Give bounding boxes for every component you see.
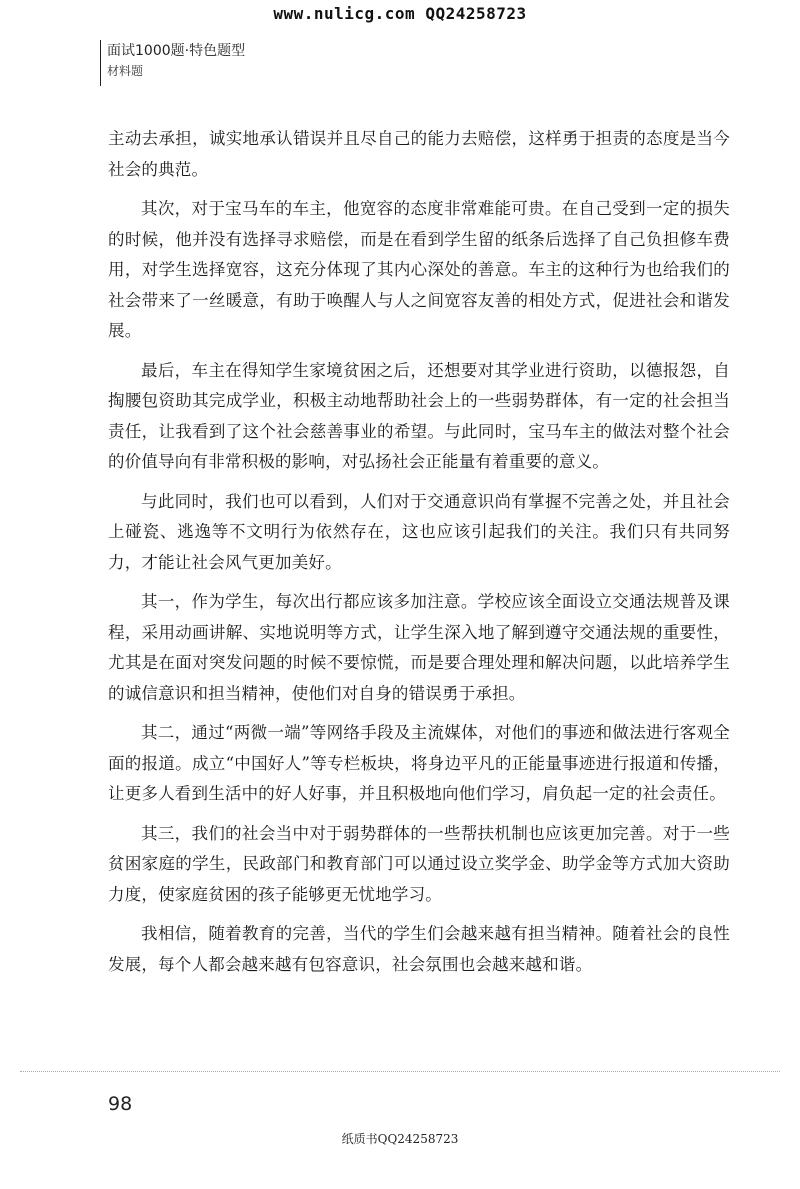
bottom-watermark: 纸质书QQ24258723: [341, 1132, 459, 1146]
paragraph-3: 最后，车主在得知学生家境贫困之后，还想要对其学业进行资助，以德报怨，自掏腰包资助其完成学业，积极主动地帮助社会上的一些弱势群体，有一定的社会担当责任，让我看到了这个社会慈善事业的希望。与此同时，宝马车主的做法对整个社会的价值导向有非常积极的影响，对弘扬社会正能量有着重要的意义。: [108, 360, 730, 471]
footer-divider: [20, 1071, 780, 1072]
paragraph-6: 其二，通过“两微一端”等网络手段及主流媒体，对他们的事迹和做法进行客观全面的报道。成立“中国好人”等专栏板块，将身边平凡的正能量事迹进行报道和传播，让更多人看到生活中的好人好事，并且积极地向他们学习，肩负起一定的社会责任。: [108, 723, 730, 803]
running-head-title: 面试1000题·特色题型: [107, 43, 246, 59]
paragraph-4: 与此同时，我们也可以看到，人们对于交通意识尚有掌握不完善之处，并且社会上碰瓷、逃逸等不文明行为依然存在，这也应该引起我们的关注。我们只有共同努力，才能让社会风气更加美好。: [108, 491, 730, 572]
body-text: [108, 124, 730, 989]
paragraph-7: 其三，我们的社会当中对于弱势群体的一些帮扶机制也应该更加完善。对于一些贫困家庭的学生，民政部门和教育部门可以通过设立奖学金、助学金等方式加大资助力度，使家庭贫困的孩子能够更无忧地学习。: [108, 823, 730, 904]
paragraph-8: 我相信，随着教育的完善，当代的学生们会越来越有担当精神。随着社会的良性发展，每个人都会越来越有包容意识，社会氛围也会越来越和谐。: [108, 924, 730, 974]
running-head-subtitle: 材料题: [107, 64, 144, 78]
running-head: [100, 40, 245, 86]
paragraph-2: 其次，对于宝马车的车主，他宽容的态度非常难能可贵。在自己受到一定的损失的时候，他并没有选择寻求赔偿，而是在看到学生留的纸条后选择了自己负担修车费用，对学生选择宽容，这充分体现了其内心深处的善意。车主的这种行为也给我们的社会带来了一丝暖意，有助于唤醒人与人之间宽容友善的相处方式，促进社会和谐发展。: [108, 199, 730, 340]
page-number: 98: [108, 1093, 133, 1115]
top-watermark: www.nulicg.com QQ24258723: [273, 4, 527, 23]
paragraph-1: 主动去承担，诚实地承认错误并且尽自己的能力去赔偿，这样勇于担责的态度是当今社会的典范。: [108, 129, 730, 179]
paragraph-5: 其一，作为学生，每次出行都应该多加注意。学校应该全面设立交通法规普及课程，采用动画讲解、实地说明等方式，让学生深入地了解到遵守交通法规的重要性，尤其是在面对突发问题的时候不要惊慌，而是要合理处理和解决问题，以此培养学生的诚信意识和担当精神，使他们对自身的错误勇于承担。: [108, 592, 730, 703]
